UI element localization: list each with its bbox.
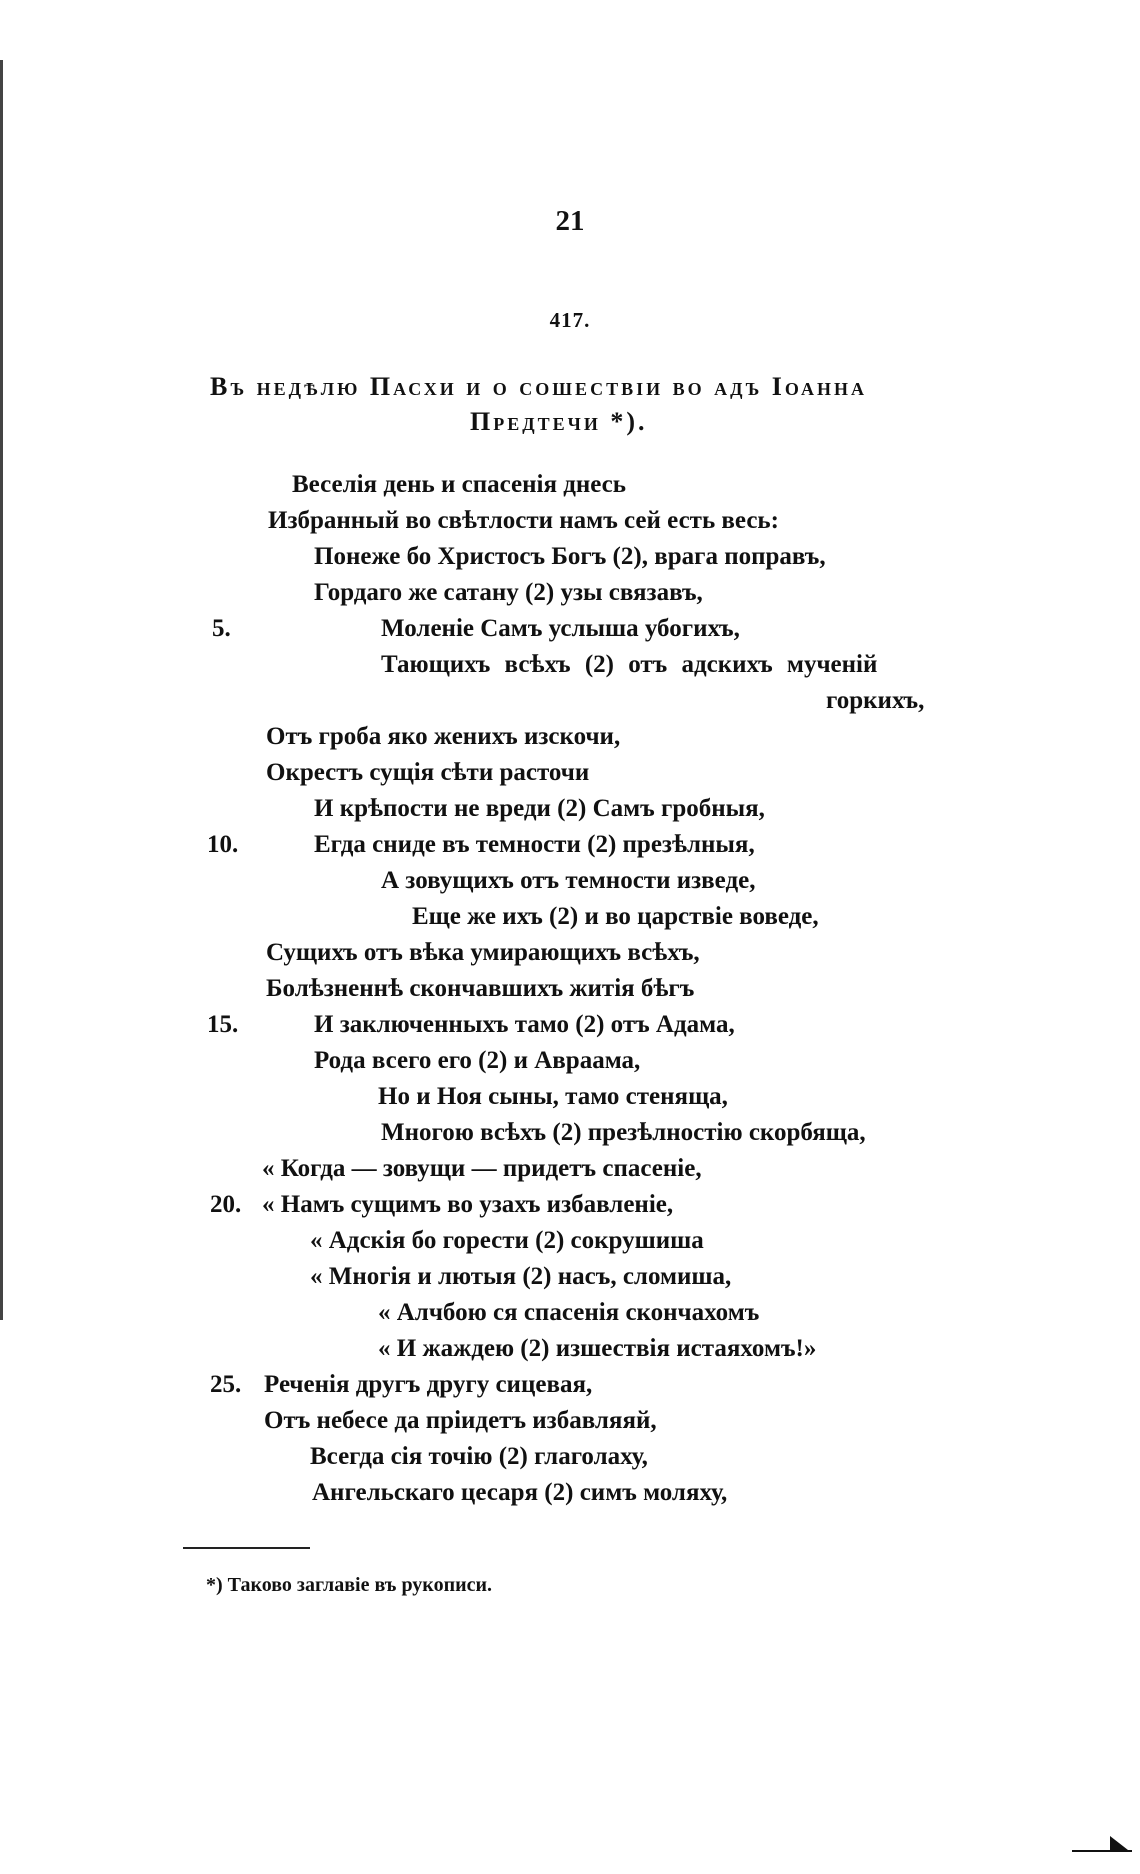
verse-line: Еще же ихъ (2) и во царствіе воведе, <box>412 903 819 930</box>
verse-line: Болѣзненнѣ скончавшихъ житія бѣгъ <box>266 975 695 1002</box>
verse-line: Тающихъ всѣхъ (2) отъ адскихъ мученій <box>381 651 878 678</box>
line-number: 10. <box>207 831 239 858</box>
verse-line: Окрестъ сущія сѣти расточи <box>266 759 590 786</box>
verse-line: Но и Ноя сыны, тамо стенящa, <box>378 1083 728 1110</box>
verse-line: Моленіе Самъ услыша убогихъ, <box>381 615 740 642</box>
line-number: 15. <box>207 1011 239 1038</box>
verse-line: « Намъ сущимъ во узахъ избавленіе, <box>262 1191 674 1218</box>
scan-corner-mark <box>1110 1836 1128 1850</box>
line-number: 20. <box>210 1191 242 1218</box>
verse-line: « Когда — зовущи — придетъ спасеніе, <box>262 1155 702 1182</box>
verse-line: Отъ гроба яко женихъ изскочи, <box>266 723 621 750</box>
verse-line: Гордаго же сатану (2) узы связавъ, <box>314 579 703 606</box>
verse-line: Ангельскаго цесаря (2) симъ моляху, <box>312 1479 728 1506</box>
verse-line-continuation: горкихъ, <box>826 687 925 714</box>
verse-line: И заключенныхъ тамо (2) отъ Адама, <box>314 1011 735 1038</box>
hymn-title-line-2: Предтечи *). <box>470 407 648 436</box>
footnote-rule <box>183 1547 310 1549</box>
verse-line: Реченія другъ другу сицевая, <box>264 1371 593 1398</box>
verse-line: Многою всѣхъ (2) презѣлностію скорбяща, <box>381 1119 866 1146</box>
scan-corner-rule <box>1072 1850 1132 1852</box>
verse-line: Понеже бо Христосъ Богъ (2), врага поправъ, <box>314 543 826 570</box>
verse-line: « Алчбою ся спасенія скончахомъ <box>378 1299 760 1326</box>
verse-line: Всегда сія точію (2) глаголаху, <box>310 1443 648 1470</box>
verse-line: Веселія день и спасенія днесь <box>292 471 626 498</box>
verse-line: Егда сниде въ темности (2) презѣлныя, <box>314 831 755 858</box>
verse-line: « Адскія бо горести (2) сокрушиша <box>310 1227 704 1254</box>
line-number: 5. <box>212 615 231 642</box>
verse-line: И крѣпости не вреди (2) Самъ гробныя, <box>314 795 765 822</box>
line-number: 25. <box>210 1371 242 1398</box>
verse-line: « И жаждею (2) изшествія истаяхомъ!» <box>378 1335 817 1362</box>
page-number: 21 <box>555 205 585 237</box>
footnote: *) Таково заглавіе въ рукописи. <box>206 1574 493 1596</box>
hymn-title-line-1: Въ недѣлю Пасхи и о сошествіи во адъ Іоанна <box>210 372 867 401</box>
verse-line: Отъ небесе да пріидетъ избавляяй, <box>264 1407 657 1434</box>
verse-line: Избранный во свѣтлости намъ сей есть весь: <box>268 507 779 534</box>
verse-line: А зовущихъ отъ темности изведе, <box>381 867 756 894</box>
verse-line: Сущихъ отъ вѣка умирающихъ всѣхъ, <box>266 939 700 966</box>
verse-line: « Многія и лютыя (2) насъ, сломиша, <box>310 1263 732 1290</box>
verse-line: Рода всего его (2) и Авраама, <box>314 1047 641 1074</box>
hymn-number: 417. <box>549 308 591 332</box>
